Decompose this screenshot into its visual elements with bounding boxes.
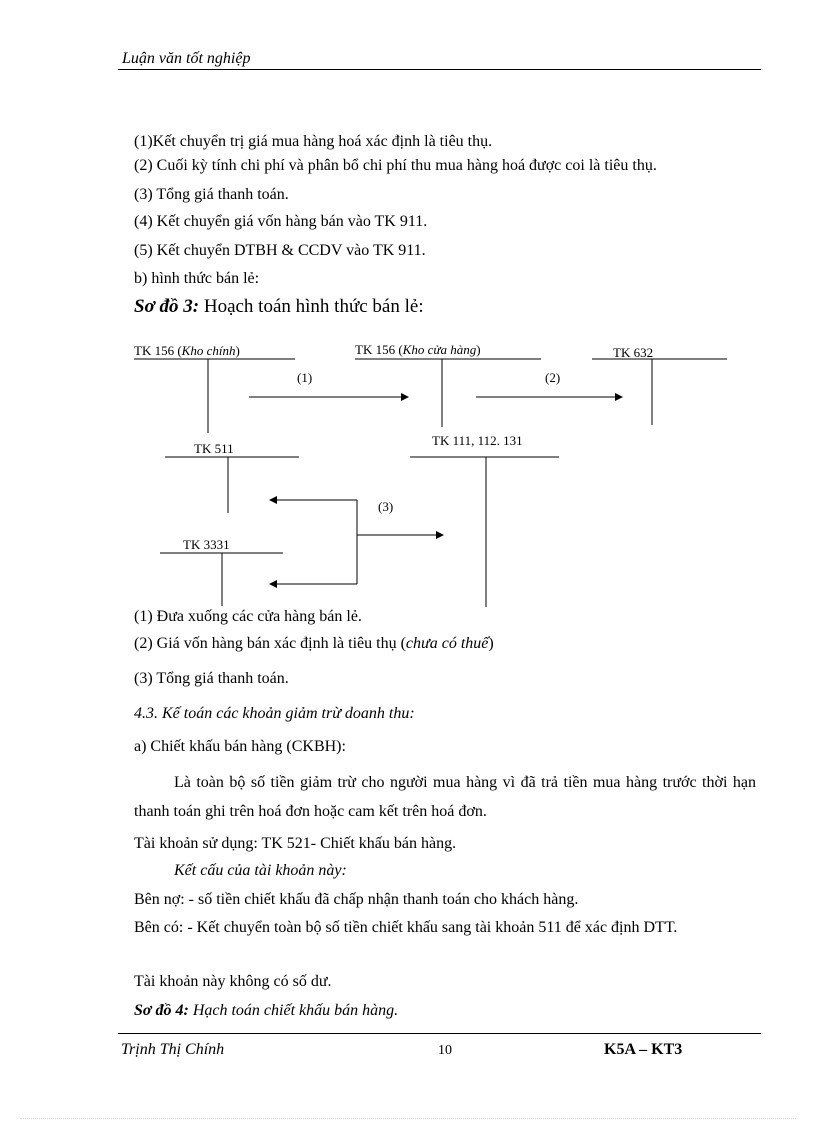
section-heading: 4.3. Kế toán các khoản giảm trừ doanh thu: bbox=[134, 705, 415, 722]
list-item: (2) Giá vốn hàng bán xác định là tiêu thụ (chưa có thuế) bbox=[134, 635, 494, 652]
tk632-label: TK 632 bbox=[613, 345, 654, 360]
list-item: (5) Kết chuyển DTBH & CCDV vào TK 911. bbox=[134, 242, 426, 259]
tk511-label: TK 511 bbox=[194, 441, 234, 456]
paragraph: Kết cấu của tài khoản này: bbox=[174, 862, 347, 879]
arrow-2-label: (2) bbox=[545, 370, 561, 385]
list-item: (2) Cuối kỳ tính chi phí và phân bổ chi phí thu mua hàng hoá được coi là tiêu thụ. bbox=[134, 157, 657, 174]
tk3331-label: TK 3331 bbox=[183, 537, 230, 552]
list-item: (1) Đưa xuống các cửa hàng bán lẻ. bbox=[134, 608, 362, 625]
list-item: (1)Kết chuyển trị giá mua hàng hoá xác định là tiêu thụ. bbox=[134, 133, 493, 150]
diagram-3-label: Sơ đồ 3: bbox=[134, 296, 200, 317]
list-item: b) hình thức bán lẻ: bbox=[134, 270, 260, 287]
paragraph: Là toàn bộ số tiền giảm trừ cho người mua hàng vì đã trả tiền mua hàng trước thời hạn thanh toán ghi trên hoá đơn hoặc cam kết trên hoá đơn. bbox=[134, 774, 756, 820]
list-item: (4) Kết chuyển giá vốn hàng bán vào TK 911. bbox=[134, 213, 428, 230]
footer-rule bbox=[118, 1033, 761, 1034]
list-item: (3) Tổng giá thanh toán. bbox=[134, 186, 289, 203]
footer-class: K5A – KT3 bbox=[604, 1041, 683, 1058]
diagram-4-title: Sơ đồ 4: Hạch toán chiết khấu bán hàng. bbox=[134, 1002, 399, 1019]
tk156-store-label: TK 156 (Kho cửa hàng) bbox=[355, 342, 481, 357]
tk111-label: TK 111, 112. 131 bbox=[432, 433, 523, 448]
page-edge bbox=[20, 1118, 796, 1119]
running-header: Luận văn tốt nghiệp bbox=[122, 50, 251, 67]
arrow-3-label: (3) bbox=[378, 499, 394, 514]
subsection-heading: a) Chiết khấu bán hàng (CKBH): bbox=[134, 738, 346, 755]
footer-author: Trịnh Thị Chính bbox=[121, 1041, 225, 1058]
paragraph: Bên nợ: - số tiền chiết khấu đã chấp nhận thanh toán cho khách hàng. bbox=[134, 891, 579, 908]
diagram-3-caption: Hoạch toán hình thức bán lẻ: bbox=[199, 296, 424, 317]
arrow-1-label: (1) bbox=[297, 370, 313, 385]
paragraph: Tài khoản này không có số dư. bbox=[134, 973, 332, 990]
paragraph: Tài khoản sử dụng: TK 521- Chiết khấu bán hàng. bbox=[134, 835, 457, 852]
tk156-main-label: TK 156 (Kho chính) bbox=[134, 343, 240, 358]
list-item: (3) Tổng giá thanh toán. bbox=[134, 670, 289, 687]
paragraph: Bên có: - Kết chuyển toàn bộ số tiền chiết khấu sang tài khoản 511 để xác định DTT. bbox=[134, 919, 678, 936]
page-number: 10 bbox=[438, 1043, 452, 1058]
